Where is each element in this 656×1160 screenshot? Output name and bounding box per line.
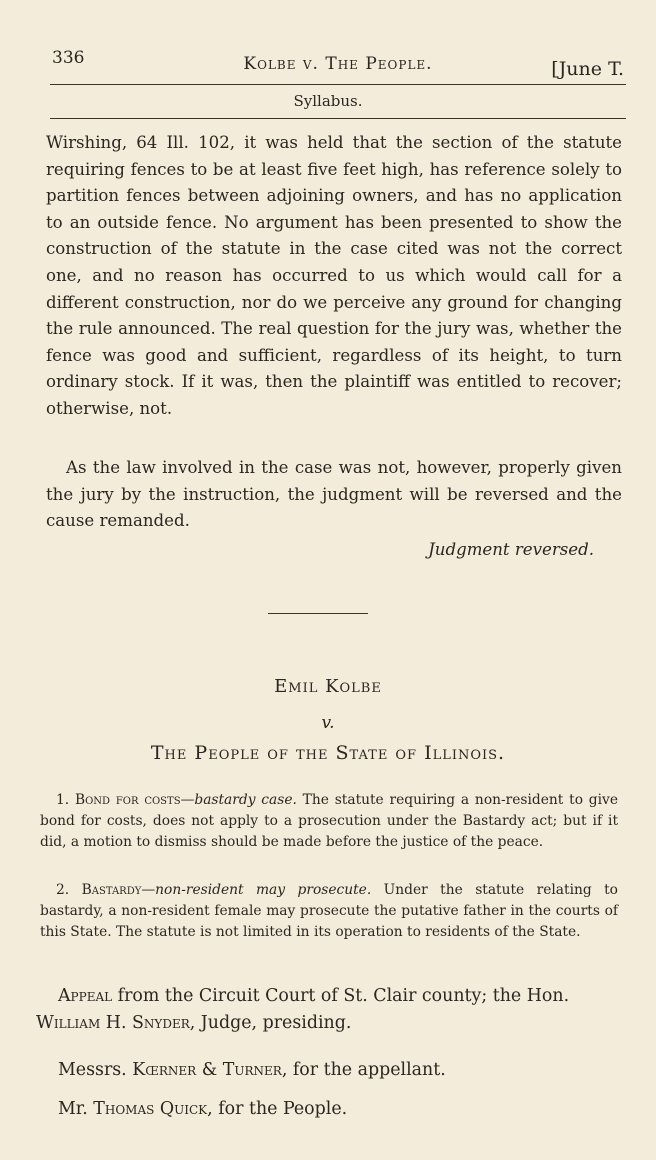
counsel-names: Thomas Quick — [93, 1099, 208, 1119]
opinion-paragraph-2: As the law involved in the case was not, however, properly given the jury by the instruction, the judgment will be reversed and the cause remanded. — [46, 458, 622, 531]
counsel-names: Kœrner & Turner — [132, 1060, 282, 1080]
headnote-title: Bond for costs — [74, 792, 181, 808]
headnote-number: 1. — [56, 792, 70, 808]
appeal-lead: Appeal — [58, 986, 113, 1006]
judge-name: William H. Snyder — [36, 1012, 190, 1033]
subheader-rule — [50, 118, 626, 119]
appeal-statement — [36, 983, 622, 1036]
case-versus: v. — [321, 713, 335, 733]
court-term: [June T. — [551, 58, 624, 80]
headnote-title: Bastardy — [81, 882, 142, 898]
headnote-text: The statute requiring a non-resident to give bond for costs, does not apply to a prosecution under the Bastardy act; but if it did, a motion to dismiss should be made before the justice of the peace. — [40, 792, 618, 851]
counsel-appellant — [58, 1060, 446, 1080]
headnote-subtitle: —non-resident may prosecute. — [141, 882, 372, 898]
headnote-1 — [40, 790, 618, 854]
opinion-paragraph-1: Wirshing, 64 Ill. 102, it was held that the section of the statute requiring fences to be at least five feet high, has reference solely to partition fences between adjoining owners, and has no application to an outside fence. No argument has been presented to show the construction of the statute in the case cited was not the correct one, and no reason has occurred to us which would call for a different construction, nor do we perceive any ground for changing the rule announced. The real question for the jury was, whether the fence was good and sufficient, regardless of its height, to turn ordinary stock. If it was, then the plaintiff was entitled to recover; otherwise, not. — [46, 133, 622, 418]
headnote-2 — [40, 880, 618, 944]
case-separator-rule — [268, 613, 368, 614]
header-rule — [50, 84, 626, 85]
case-party-appellee: The People of the State of Illinois. — [150, 742, 506, 764]
counsel-prefix: Messrs. — [58, 1060, 127, 1080]
headnote-number: 2. — [56, 882, 70, 898]
running-head-title: Kolbe v. The People. — [243, 54, 433, 74]
counsel-appellee — [58, 1099, 347, 1119]
counsel-role: , for the People. — [207, 1099, 348, 1119]
section-label: Syllabus. — [293, 92, 363, 110]
counsel-role: , for the appellant. — [281, 1060, 446, 1080]
running-head — [52, 48, 624, 84]
counsel-prefix: Mr. — [58, 1099, 88, 1119]
case-party-appellant: Emil Kolbe — [274, 676, 382, 697]
headnote-subtitle: —bastardy case. — [180, 792, 297, 808]
page-number: 336 — [52, 48, 85, 68]
appeal-text: from the Circuit Court of St. Clair county; the Hon. — [117, 986, 570, 1006]
judgment-line: Judgment reversed. — [428, 540, 594, 559]
appeal-text-end: , Judge, presiding. — [189, 1012, 352, 1033]
headnote-text: Under the statute relating to bastardy, a non-resident female may prosecute the putative father in the courts of this State. The statute is not limited in its operation to residents of the State. — [40, 882, 618, 941]
